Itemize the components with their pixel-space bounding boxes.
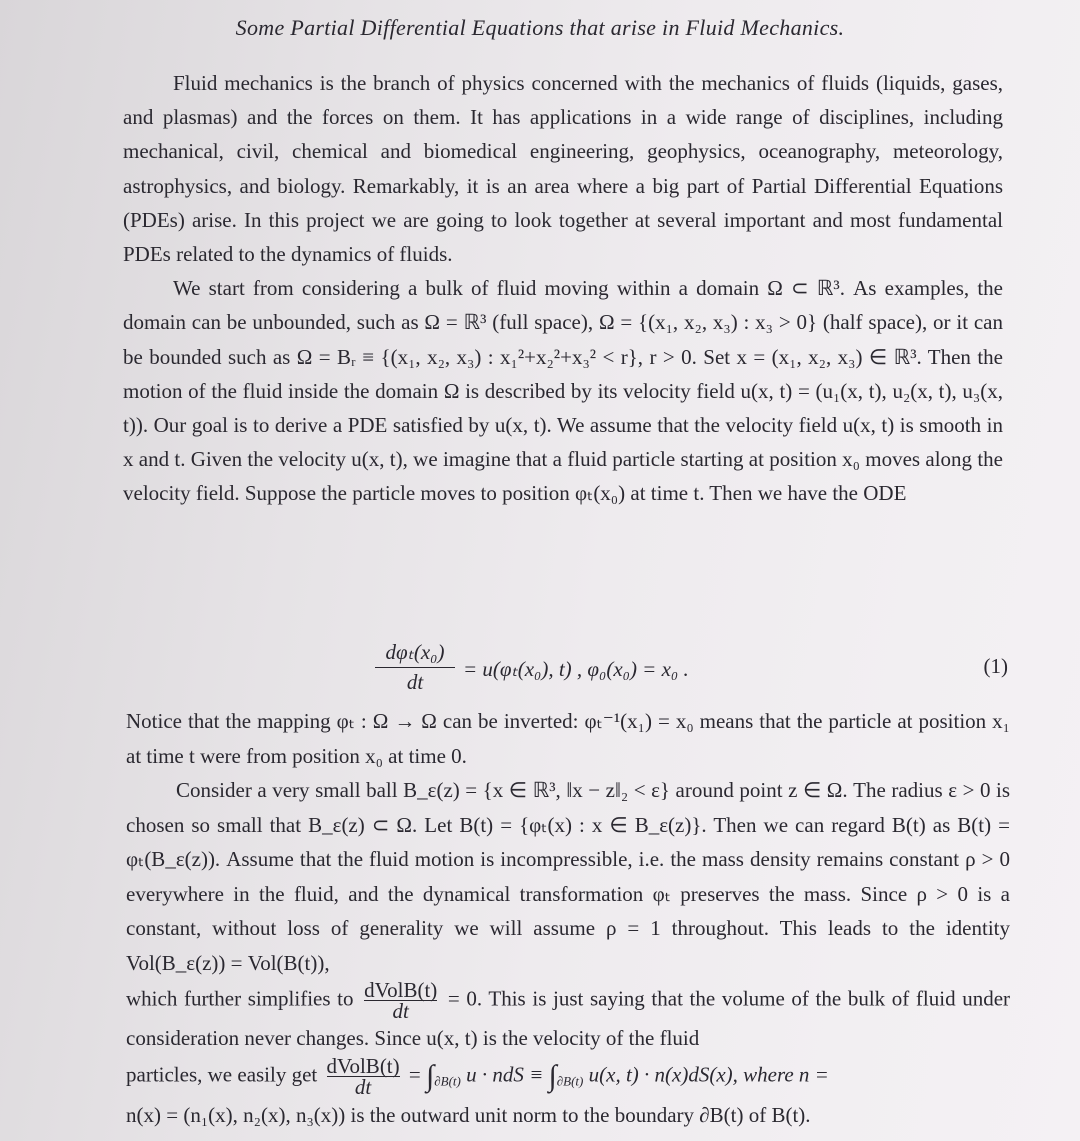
equation-1-denominator: dt [406,670,424,694]
paragraph-domain: We start from considering a bulk of fluid moving within a domain Ω ⊂ ℝ³. As examples, the domain can be unbounded, such as Ω = ℝ³ (full space), Ω = {(x₁, x₂, x₃) : x₃ > 0} (half space), or it can be bounded such as Ω = Bᵣ ≡ {(x₁, x₂, x₃) : x₁²+x₂²+x₃² < r}, r > 0. Set x = (x₁, x₂, x₃) ∈ ℝ³. Then the motion of the fluid inside the domain Ω is described by its velocity field u(x, t) = (u₁(x, t), u₂(x, t), u₃(x, t)). Our goal is to derive a PDE satisfied by u(x, t). We assume that the velocity field u(x, t) is smooth in x and t. Given the velocity u(x, t), we imagine that a fluid particle starting at position x₀ moves along the velocity field. Suppose the particle moves to position φₜ(x₀) at time t. Then we have the ODE [123,276,1003,506]
integral-domain-1: ∂B(t) [434,1072,461,1088]
paragraph-volume [126,980,1010,1056]
paragraph-flux: particles, we easily get $\frac{\text{dVolB(t)}}{dt}$ = $\int_{\partial B(t)}$ u · ndS ≡ $\int_{\partial B(t)}$ u(x, t) · n(x)dS(x), where n = [126,1053,829,1099]
equation-1-fraction [375,640,455,695]
volume-fraction-num: dVolB(t) [364,978,438,1002]
equation-1-numerator: dφₜ(x₀) [375,640,455,668]
volume-text-a: which further simplifies to [126,986,354,1011]
intro-section [123,66,1003,511]
volume-text-b: = 0. This is just saying that the volume of the bulk of fluid under consideration never changes. Since u(x, t) is the velocity of the fluid [126,986,1011,1050]
flux-fraction [326,1053,400,1099]
flux-fraction-den: dt [354,1074,372,1099]
paragraph-incompressible: Consider a very small ball B_ε(z) = {x ∈ ℝ³, ‖x − z‖₂ < ε} around point z ∈ Ω. The radius ε > 0 is chosen so small that B_ε(z) ⊂ Ω. Let B(t) = {φₜ(x) : x ∈ B_ε(z)}. Then we can regard B(t) as B(t) = φₜ(B_ε(z)). Assume that the fluid motion is incompressible, i.e. the mass density remains constant ρ > 0 everywhere in the fluid, and the dynamical transformation φₜ preserves the mass. Since ρ > 0 is a constant, without loss of generality we will assume ρ = 1 throughout. This leads to the identity Vol(B_ε(z)) = Vol(B(t)), [126,778,1010,975]
integral-domain-2: ∂B(t) [556,1072,584,1088]
paragraph-intro: Fluid mechanics is the branch of physics concerned with the mechanics of fluids (liquids, gases, and plasmas) and the forces on them. It has applications in a wide range of disciplines, including mechanical, civil, chemical and biomedical engineering, geophysics, oceanography, meteorology, astrophysics, and biology. Remarkably, it is an area where a big part of Partial Differential Equations (PDEs) arise. In this project we are going to look together at several important and most fundamental PDEs related to the dynamics of fluids. [123,71,1003,267]
paragraph-inverse-map: Notice that the mapping φₜ : Ω → Ω can be inverted: φₜ⁻¹(x₁) = x₀ means that the particle at position x₁ at time t were from position x₀ at time 0. [126,709,1010,768]
flux-text-a: particles, we easily get [126,1061,318,1086]
main-section [126,704,1010,1133]
volume-fraction-den: dt [392,999,409,1023]
integral-1-integrand: u · ndS ≡ [466,1061,544,1086]
paragraph-normal: n(x) = (n₁(x), n₂(x), n₃(x)) is the outward unit norm to the boundary ∂B(t) of B(t). [126,1103,811,1128]
integral-2-integrand: u(x, t) · n(x)dS(x), where n = [588,1061,829,1086]
page-title: Some Partial Differential Equations that arise in Fluid Mechanics. [235,15,845,40]
equation-1-rhs: = u(φₜ(x₀), t) , φ₀(x₀) = x₀ . [463,657,689,681]
integral-sign-2: ∫ [548,1058,557,1092]
flux-fraction-num: dVolB(t) [326,1053,400,1078]
equation-1-number: (1) [983,654,1008,678]
integral-sign-1: ∫ [425,1058,435,1092]
volume-fraction [364,980,437,1021]
equation-1 [123,640,1008,702]
